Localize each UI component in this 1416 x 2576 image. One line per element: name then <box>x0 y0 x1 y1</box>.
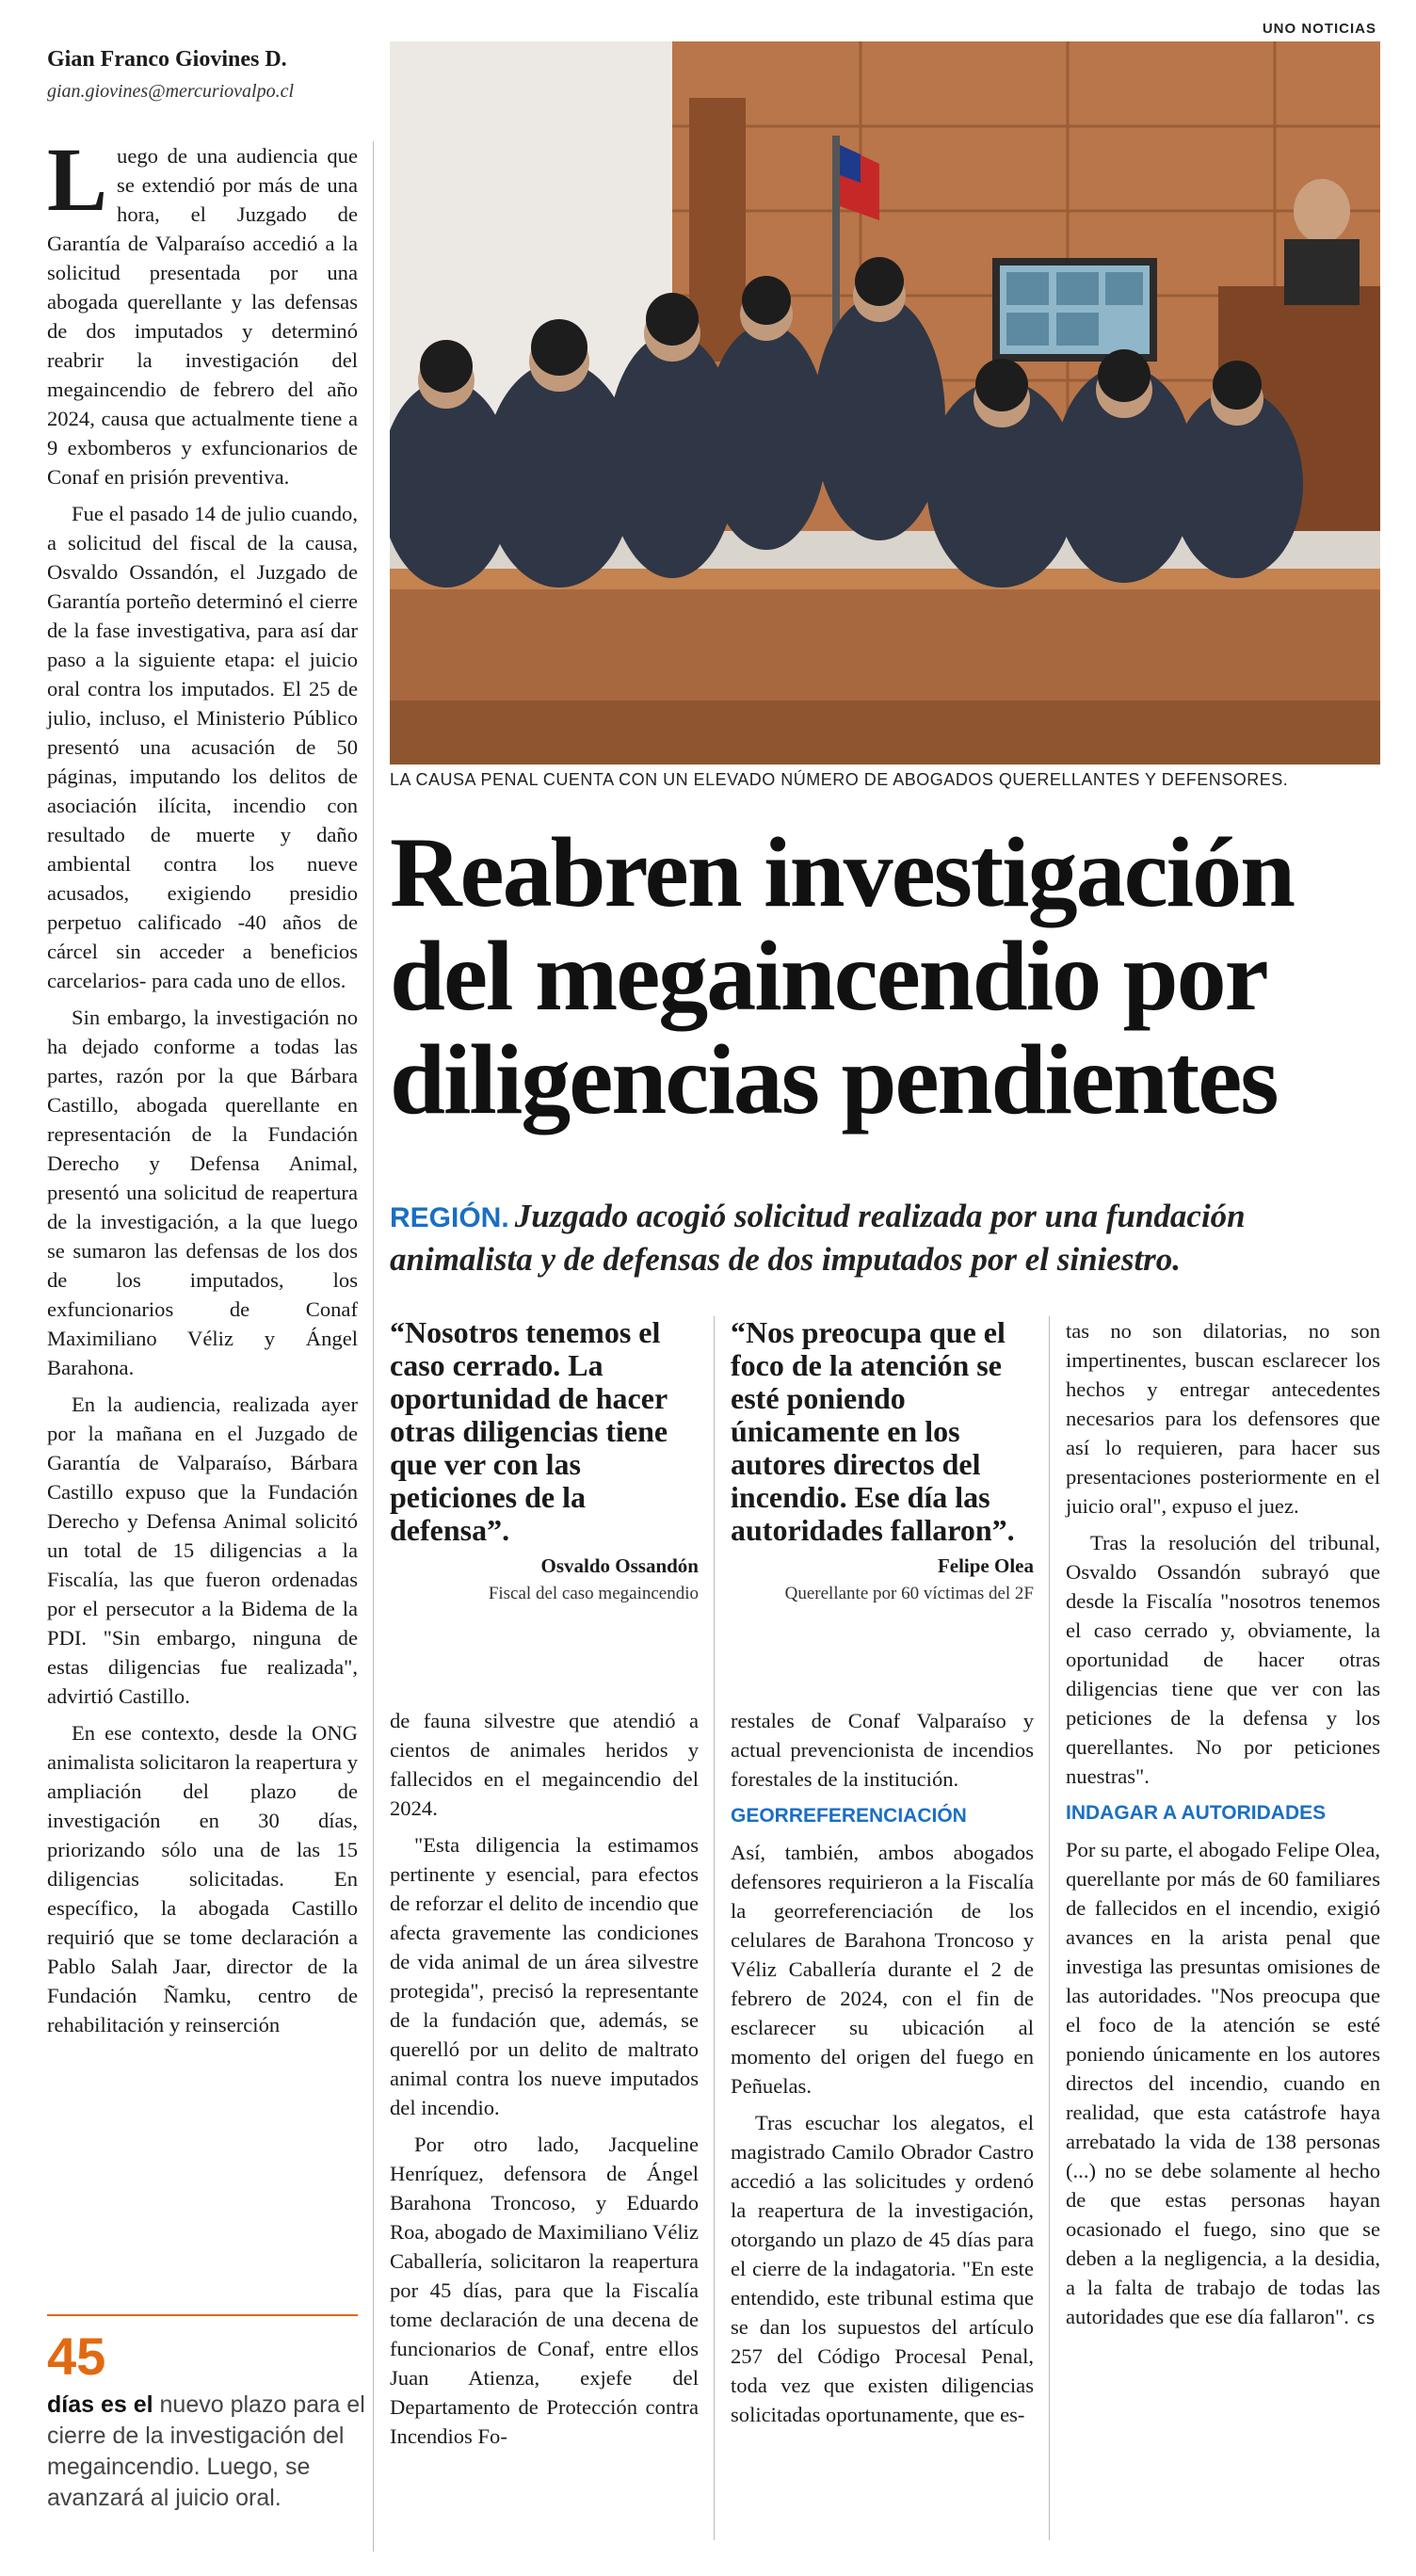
column-divider <box>714 1316 715 2540</box>
byline-author: Gian Franco Giovines D. <box>47 47 287 72</box>
article-column-2 <box>390 1706 699 2458</box>
courtroom-image <box>390 41 1380 765</box>
paragraph: Sin embargo, la investigación no ha dejado conforme a todas las partes, razón por la que Bárbara Castillo, abogada querellante en representación de la Fundación Derecho y Defensa Animal, presentó una solicitud de reapertura de la investigación, a la que luego se sumaron las defensas de los dos de los imputados, los exfuncionarios de Conaf Maximiliano Véliz y Ángel Barahona. <box>47 1006 358 1379</box>
paragraph: Fue el pasado 14 de julio cuando, a solicitud del fiscal de la causa, Osvaldo Ossandón, el Juzgado de Garantía porteño determinó el cierre de la fase investigativa, para así dar paso a la siguiente etapa: el juicio oral contra los imputados. El 25 de julio, incluso, el Ministerio Público presentó una acusación de 50 páginas, imputando los delitos de asociación ilícita, incendio con resultado de muerte y daño ambiental contra los nueve acusados, exigiendo presidio perpetuo calificado -40 años de cárcel sin acceder a beneficios carcelarios- para cada uno de ellos. <box>47 502 358 992</box>
factbox-number: 45 <box>47 2326 106 2386</box>
drop-cap: L <box>47 129 108 230</box>
article-column-3 <box>731 1706 1034 2437</box>
article-column-1 <box>47 129 358 2047</box>
pull-quote-2 <box>731 1316 1034 1604</box>
section-subtitle: INDAGAR A AUTORIDADES <box>1066 1802 1327 1824</box>
photo-caption: LA CAUSA PENAL CUENTA CON UN ELEVADO NÚMERO DE ABOGADOS QUERELLANTES Y DEFENSORES. <box>390 770 1289 789</box>
quote-author: Osvaldo Ossandón <box>540 1554 699 1577</box>
paragraph: Tras escuchar los alegatos, el magistrado Camilo Obrador Castro accedió a las solicitudes y ordenó la reapertura de la investigación, otorgando un plazo de 45 días para el cierre de la indagatoria. "En este entendido, este tribunal estima que se dan los supuestos del artículo 257 del Código Procesal Penal, toda vez que existen diligencias solicitadas oportunamente, que es- <box>731 2111 1034 2426</box>
end-mark-icon: cs <box>1356 2309 1376 2328</box>
paragraph: Por su parte, el abogado Felipe Olea, querellante por más de 60 familiares de fallecidos en el incendio, exigió avances en la arista penal que investiga las presuntas omisiones de las autoridades. "Nos preocupa que el foco de la atención se esté poniendo únicamente en los autores directos del incendio, cuando en realidad, que esta catástrofe haya arrebatado la vida de 138 personas (...) no se debe solamente al hecho de que estas personas hayan ocasionado el fuego, sino que se deben a la negligencia, a la desidia, a la falta de trabajo de todas las autoridades que ese día fallaron". cs <box>1066 1838 1380 2328</box>
quote-author-role: Fiscal del caso megaincendio <box>488 1584 699 1603</box>
paragraph: En ese contexto, desde la ONG animalista solicitaron la reapertura y ampliación del plazo de investigación en 30 días, priorizando sólo una de las 15 diligencias solicitadas. En específico, la abogada Castillo requirió que se tome declaración a Pablo Salah Jaar, director de la Fundación Ñamku, centro de rehabilitación y reinserción <box>47 1721 358 2037</box>
paragraph: de fauna silvestre que atendió a cientos de animales heridos y fallecidos en el megaincendio del 2024. <box>390 1709 699 1820</box>
region-tag: REGIÓN. <box>390 1202 509 1233</box>
paragraph: Así, también, ambos abogados defensores requirieron a la Fiscalía la georreferenciación de los celulares de Barahona Troncoso y Véliz Caballería durante el 2 de febrero de 2024, con el fin de esclarecer su ubicación al momento del origen del fuego en Peñuelas. <box>731 1841 1034 2098</box>
paragraph: En la audiencia, realizada ayer por la mañana en el Juzgado de Garantía de Valparaíso, Bárbara Castillo expuso que la Fundación Derecho y Defensa Animal solicitó un total de 15 diligencias a la Fiscalía, las que fueron ordenadas por el persecutor a la Bidema de la PDI. "Sin embargo, ninguna de estas diligencias fue realizada", advirtió Castillo. <box>47 1393 358 1708</box>
quote-author-role: Querellante por 60 víctimas del 2F <box>784 1584 1034 1603</box>
headline: Reabren investigación del megaincendio por diligencias pendientes <box>390 817 1295 1135</box>
paragraph: Por otro lado, Jacqueline Henríquez, defensora de Ángel Barahona Troncoso, y Eduardo Roa, abogado de Maximiliano Véliz Caballería, solicitaron la reapertura por 45 días, para que la Fiscalía tome declaración de una decena de funcionarios de Conaf, entre ellos Juan Atienza, exjefe del Departamento de Protección contra Incendios Fo- <box>390 2133 699 2448</box>
paragraph: tas no son dilatorias, no son impertinentes, buscan esclarecer los hechos y entregar antecedentes necesarios para los defensores que así lo requieren, para hacer sus presentaciones posteriormente en el juicio oral", expuso el juez. <box>1066 1319 1380 1518</box>
section-label: UNO NOTICIAS <box>1262 21 1376 37</box>
quote-text: “Nosotros tenemos el caso cerrado. La oportunidad de hacer otras diligencias tiene que ver con las peticiones de la defensa”. <box>390 1315 668 1547</box>
quote-text: “Nos preocupa que el foco de la atención se esté poniendo únicamente en los autores directos del incendio. Ese día las autoridades fallaron”. <box>731 1315 1015 1547</box>
column-divider <box>373 141 374 2552</box>
quote-author: Felipe Olea <box>937 1554 1034 1577</box>
section-subtitle: GEORREFERENCIACIÓN <box>731 1805 967 1827</box>
paragraph: restales de Conaf Valparaíso y actual prevencionista de incendios forestales de la institución. <box>731 1709 1034 1791</box>
factbox-rule <box>47 2314 358 2316</box>
lead-paragraph: Luego de una audiencia que se extendió por más de una hora, el Juzgado de Garantía de Valparaíso accedió a la solicitud presentada por una abogada querellante y las defensas de dos imputados y determinó reabrir la investigación del megaincendio de febrero del año 2024, causa que actualmente tiene a 9 exbomberos y exfuncionarios de Conaf en prisión preventiva. <box>47 129 358 489</box>
paragraph: "Esta diligencia la estimamos pertinente y esencial, para efectos de reforzar el delito de incendio que afecta gravemente las condiciones de vida animal de un área silvestre protegida", precisó la representante de la fundación que, además, se querelló por un delito de maltrato animal contra los nueve imputados del incendio. <box>390 1833 699 2119</box>
byline-email[interactable]: gian.giovines@mercuriovalpo.cl <box>47 81 295 102</box>
courtroom-photo <box>390 41 1380 765</box>
factbox-bold: días es el <box>47 2391 153 2418</box>
article-column-4 <box>1066 1316 1380 2341</box>
subheadline: REGIÓN. Juzgado acogió solicitud realizada por una fundación animalista y de defensas de dos imputados por el siniestro. <box>390 1198 1246 1278</box>
column-divider <box>1049 1316 1050 2540</box>
factbox-text: días es el nuevo plazo para el cierre de la investigación del megaincendio. Luego, se avanzará al juicio oral. <box>47 2391 365 2511</box>
pull-quote-1 <box>390 1316 699 1604</box>
paragraph: Tras la resolución del tribunal, Osvaldo Ossandón subrayó que desde la Fiscalía "nosotros tenemos el caso cerrado y, obviamente, la oportunidad de hacer otras diligencias tiene que ver con las peticiones de la defensa y los querellantes. No por peticiones nuestras". <box>1066 1531 1380 1788</box>
